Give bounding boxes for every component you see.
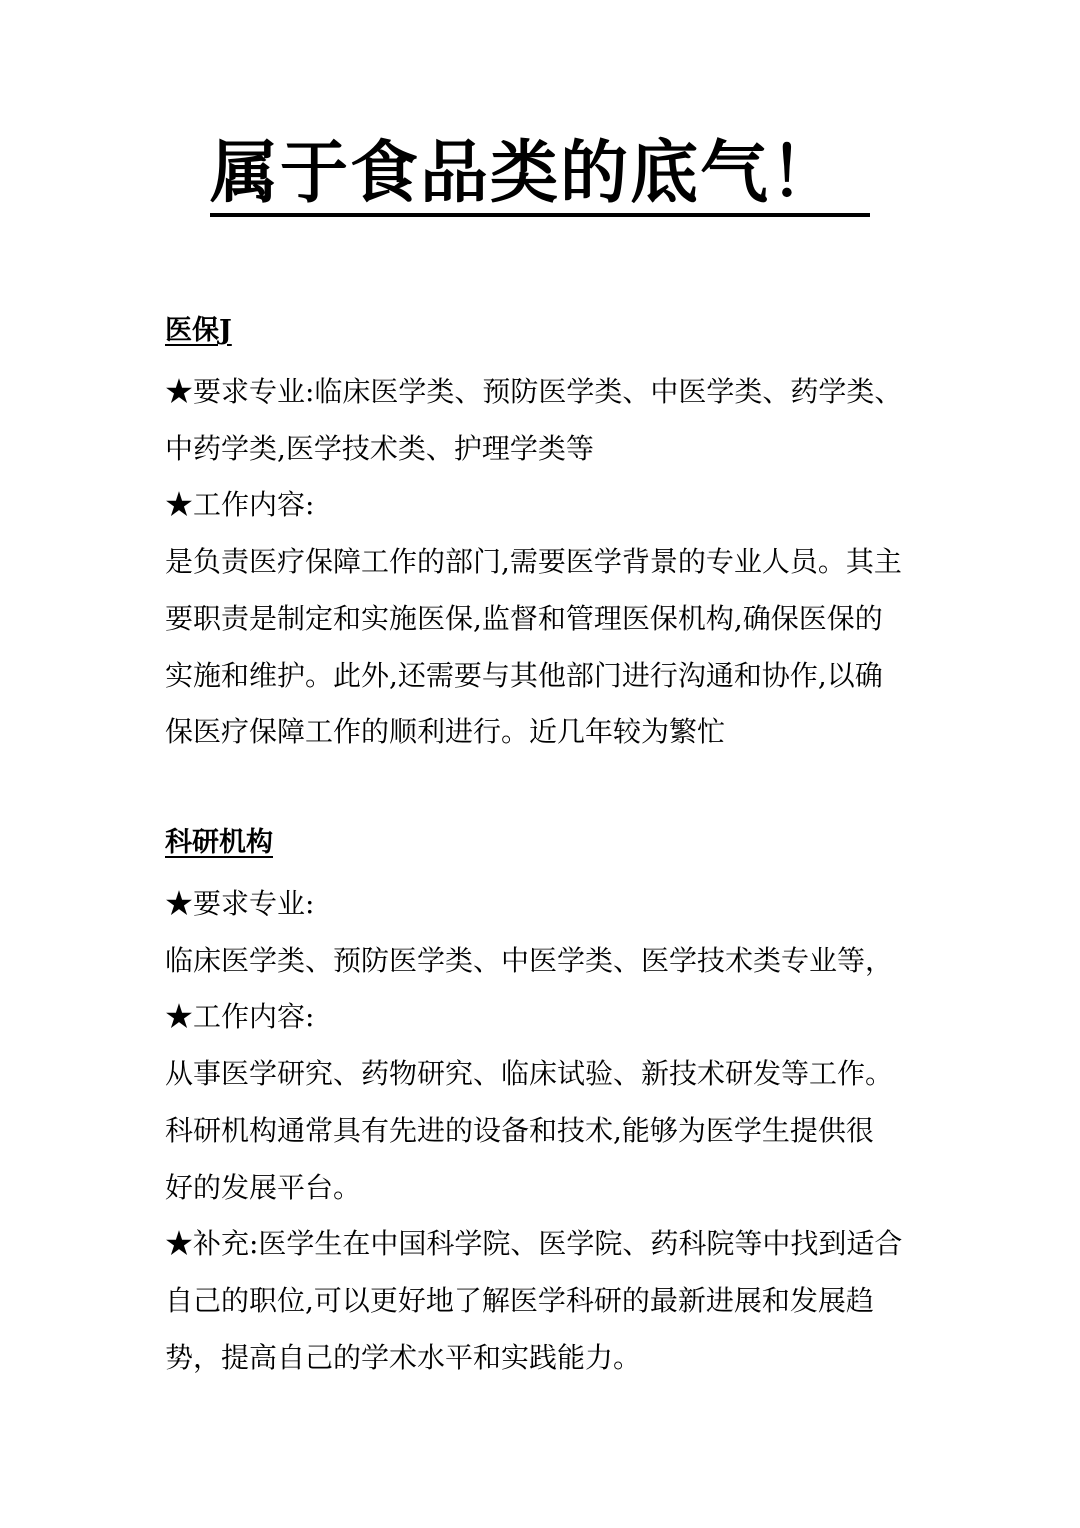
work-content-label: ★工作内容: <box>165 1000 315 1034</box>
section-research-institution <box>165 820 925 1386</box>
body-text-line: 从事医学研究、药物研究、临床试验、新技术研发等工作。 <box>165 1057 894 1091</box>
body-text-line: 好的发展平台。 <box>165 1170 362 1204</box>
supplement-line: 势，提高自己的学术水平和实践能力。 <box>165 1340 642 1374</box>
section-medical-insurance <box>165 308 925 761</box>
work-content-label: ★工作内容: <box>165 488 315 522</box>
supplement-line: 自己的职位,可以更好地了解医学科研的最新进展和发展趋 <box>165 1283 874 1317</box>
supplement-line: ★补充:医学生在中国科学院、医学院、药科院等中找到适合 <box>165 1227 903 1261</box>
body-text-line: 科研机构通常具有先进的设备和技术,能够为医学生提供很 <box>165 1113 874 1147</box>
document-title-text: 属于食品类的底气！ <box>210 133 870 217</box>
section-heading: 医保J <box>165 315 232 346</box>
requirement-line: 临床医学类、预防医学类、中医学类、医学技术类专业等， <box>165 943 894 977</box>
document-title <box>0 130 1080 217</box>
section-heading: 科研机构 <box>165 827 273 858</box>
body-text-line: 实施和维护。此外,还需要与其他部门进行沟通和协作,以确 <box>165 658 883 692</box>
requirement-line: ★要求专业:临床医学类、预防医学类、中医学类、药学类、 <box>165 375 903 408</box>
body-text-line: 是负责医疗保障工作的部门,需要医学背景的专业人员。其主 <box>165 545 902 579</box>
body-text-line: 要职责是制定和实施医保,监督和管理医保机构,确保医保的 <box>165 601 883 635</box>
requirement-label: ★要求专业: <box>165 887 315 920</box>
body-text-line: 保医疗保障工作的顺利进行。近几年较为繁忙 <box>165 715 726 749</box>
requirement-line: 中药学类,医学技术类、护理学类等 <box>165 431 594 465</box>
